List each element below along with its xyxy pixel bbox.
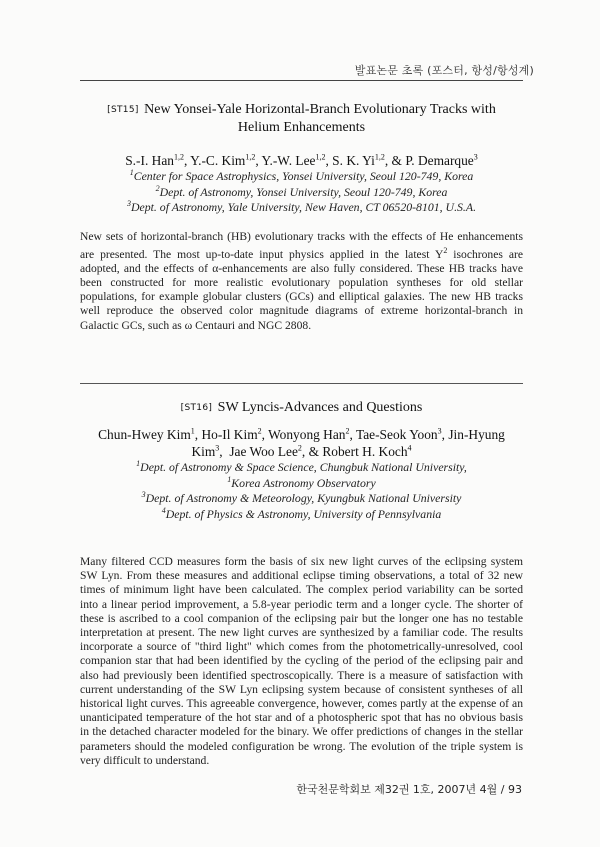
- author-name: S. K. Yi: [332, 153, 375, 168]
- author-line: [80, 426, 523, 443]
- author-name: Y.-C. Kim: [190, 153, 246, 168]
- abstract: Many filtered CCD measures form the basis of six new light curves of the eclipsing system SW Lyn. From these measures and additional eclipse timing observations, a total of 32 new times of minimum light have been calculated. The complex period variability can be sorted into a linear period improvement, a 5.8-year periodic term and a longer cycle. The shorter of these is ascribed to a cool companion of the eclipsing pair but the longer one has no testable interpretation at present. The new light curves are synthesized by a familiar code. The results incorporate a source of "third light" which comes from the photometrically-unresolved, cool companion star that had been identified by the cycling of the period of the eclipsing pair and also had previously been identified spectroscopically. There is a measure of satisfaction with current understanding of the SW Lyn eclipsing system because of consistent syntheses of all historical light curves. This agreeable convergence, however, comes partly at the expense of an unanticipated temperature of the hot star and of a photospheric spot that has no obvious basis in the detached character modeled for the binary. We offer predictions of changes in the stellar parameters should the modeled configuration be wrong. The evolution of the triple system is very difficult to understand.: [80, 555, 523, 767]
- affiliation-text: Dept. of Astronomy & Meteorology, Kyungbuk National University: [145, 491, 462, 505]
- affiliation: [80, 460, 523, 476]
- author-separator: ,: [261, 427, 269, 442]
- author-affiliation-mark: 2: [297, 443, 302, 453]
- author-affiliation-mark: 1,2: [245, 152, 256, 162]
- author-line: [80, 443, 523, 460]
- header-rule: [80, 80, 523, 81]
- affiliation-list: [80, 169, 523, 216]
- author-name: Jin-Hyung: [448, 427, 505, 442]
- author-separator: ,: [255, 153, 262, 168]
- abstract: [80, 230, 523, 333]
- author-name: Robert H. Koch: [322, 444, 408, 459]
- author-affiliation-mark: 3: [473, 152, 478, 162]
- affiliation-text: Korea Astronomy Observatory: [231, 475, 376, 490]
- section-divider: [80, 383, 523, 384]
- affiliation: [80, 507, 523, 523]
- abstract-text: New sets of horizontal-branch (HB) evolutionary tracks with the effects of He enhancements are presented. The most up-to-date input physics applied in the latest Y: [80, 229, 523, 261]
- author-name: Kim: [191, 444, 216, 459]
- author-affiliation-mark: 3: [215, 443, 220, 453]
- affiliation-mark: 3: [126, 199, 131, 209]
- affiliation-text: Dept. of Physics & Astronomy, University of Pennsylvania: [165, 506, 442, 521]
- affiliation-text: Center for Space Astrophysics, Yonsei University, Seoul 120-749, Korea: [133, 169, 474, 183]
- paper-title: [80, 101, 523, 137]
- running-header: 발표논문 초록 (포스터, 항성/항성계): [354, 64, 534, 77]
- title-line: Helium Enhancements: [237, 120, 366, 135]
- author-name: Ho-Il Kim: [201, 427, 258, 442]
- affiliation-mark: 2: [155, 183, 160, 193]
- author-separator: ,: [183, 153, 191, 168]
- author-name: Y.-W. Lee: [261, 153, 316, 168]
- author-separator: ,: [219, 444, 230, 459]
- affiliation: [80, 185, 523, 201]
- affiliation: [80, 491, 523, 507]
- author-name: Tae-Seok Yoon: [355, 427, 438, 442]
- author-affiliation-mark: 1,2: [374, 152, 385, 162]
- title-line: New Yonsei-Yale Horizontal-Branch Evolutionary Tracks with: [144, 102, 496, 117]
- affiliation: [80, 200, 523, 216]
- author-name: Chun-Hwey Kim: [98, 427, 191, 442]
- affiliation-text: Dept. of Astronomy, Yale University, New Haven, CT 06520-8101, U.S.A.: [130, 200, 477, 214]
- author-separator: ,: [349, 427, 356, 442]
- paper-st16: [80, 399, 523, 768]
- author-name: Wonyong Han: [268, 427, 346, 442]
- paper-code: [ST16]: [180, 403, 213, 413]
- author-affiliation-mark: 1,2: [173, 152, 184, 162]
- affiliation-mark: 1: [136, 459, 141, 469]
- author-separator: , &: [301, 444, 323, 459]
- affiliation-mark: 1: [129, 168, 134, 178]
- author-name: P. Demarque: [405, 153, 474, 168]
- author-separator: ,: [194, 427, 202, 442]
- paper-st15: [80, 101, 523, 333]
- author-affiliation-mark: 3: [437, 426, 442, 436]
- author-separator: , &: [384, 153, 406, 168]
- abstract-text: isochrones are adopted, and the effects of α-enhancements are also fully considered. These HB tracks have been constructed for more realistic evolutionary population syntheses for old stellar populations, for example globular clusters (GCs) and elliptical galaxies. The new HB tracks well reproduce the observed color magnitude diagrams of extreme horizontal-branch in Galactic GCs, such as ω Centauri and NGC 2808.: [80, 247, 523, 332]
- author-separator: ,: [441, 427, 449, 442]
- author-name: S.-I. Han: [125, 153, 174, 168]
- affiliation: [80, 476, 523, 492]
- author-list: [80, 426, 523, 460]
- author-list: [80, 152, 523, 169]
- author-affiliation-mark: 1,2: [315, 152, 326, 162]
- title-line: SW Lyncis-Advances and Questions: [217, 400, 423, 415]
- affiliation-text: Dept. of Astronomy, Yonsei University, Seoul 120-749, Korea: [159, 184, 448, 199]
- author-affiliation-mark: 2: [257, 426, 262, 436]
- affiliation-mark: 3: [141, 490, 146, 500]
- superscript: 2: [443, 245, 448, 255]
- paper-title: [80, 399, 523, 417]
- page-footer: 한국천문학회보 제32권 1호, 2007년 4월 / 93: [296, 783, 522, 796]
- author-affiliation-mark: 1: [190, 426, 195, 436]
- author-separator: ,: [325, 153, 333, 168]
- affiliation-text: Dept. of Astronomy & Space Science, Chungbuk National University,: [140, 460, 467, 474]
- affiliation-mark: 4: [161, 505, 166, 515]
- author-affiliation-mark: 2: [345, 426, 350, 436]
- affiliation-list: [80, 460, 523, 522]
- affiliation: [80, 169, 523, 185]
- author-name: Jae Woo Lee: [229, 444, 298, 459]
- paper-code: [ST15]: [107, 105, 139, 115]
- affiliation-mark: 1: [227, 474, 232, 484]
- author-affiliation-mark: 4: [407, 443, 412, 453]
